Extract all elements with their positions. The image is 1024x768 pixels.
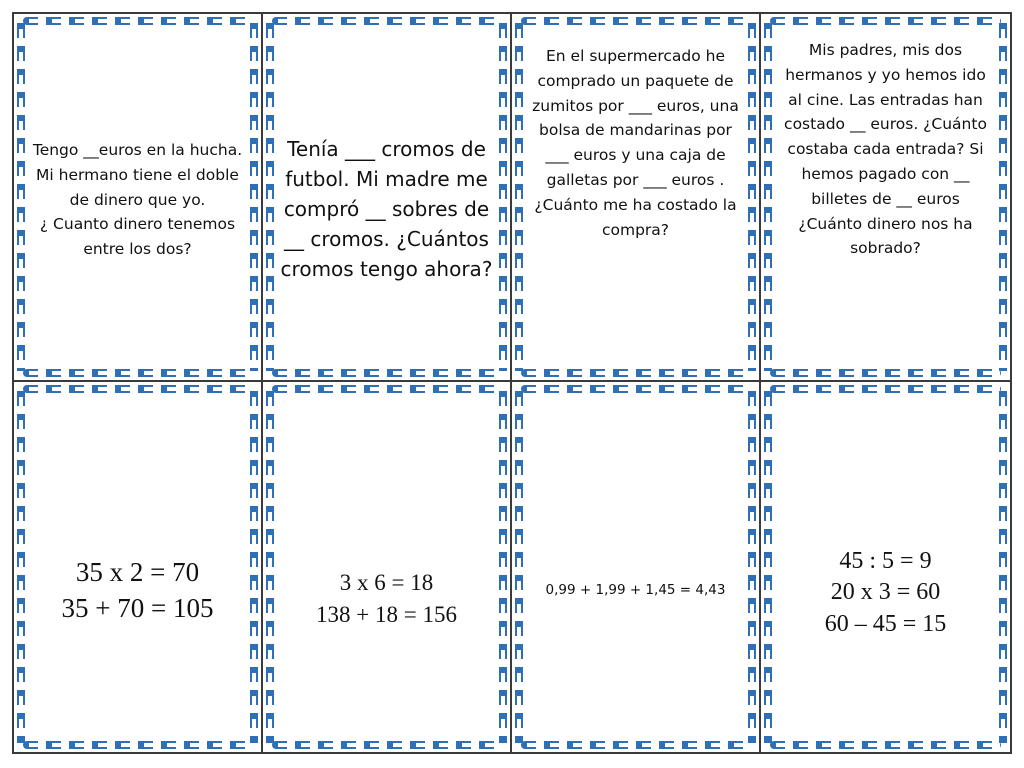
problem-card-1 xyxy=(14,14,263,382)
problem-text-3: En el supermercado he comprado un paquete de zumitos por ___ euros, una bolsa de mandarinas por ___ euros y una caja de galletas por ___ euros . ¿Cuánto me ha costado la compra? xyxy=(532,47,739,239)
problem-text-1: Tengo __euros en la hucha. Mi hermano tiene el doble de dinero que yo. ¿ Cuanto dinero tenemos entre los dos? xyxy=(32,141,243,259)
solution-text-4: 45 : 5 = 9 20 x 3 = 60 60 – 45 = 15 xyxy=(824,548,947,637)
problem-text-2: Tenía ___ cromos de futbol. Mi madre me compró __ sobres de __ cromos. ¿Cuántos cromos tengo ahora? xyxy=(280,137,493,281)
solution-card-3 xyxy=(512,382,761,752)
solution-card-2 xyxy=(263,382,512,752)
solution-text-2: 3 x 6 = 18 138 + 18 = 156 xyxy=(316,569,457,627)
solution-card-4 xyxy=(761,382,1010,752)
problem-text-4: Mis padres, mis dos hermanos y yo hemos ido al cine. Las entradas han costado __ euros. ¿Cuánto costaba cada entrada? Si hemos pagado con __ billetes de __ euros ¿Cuánto dinero nos ha sobrado? xyxy=(784,41,987,258)
problem-card-3 xyxy=(512,14,761,382)
problem-card-2 xyxy=(263,14,512,382)
solution-card-1 xyxy=(14,382,263,752)
solution-text-1: 35 x 2 = 70 35 + 70 = 105 xyxy=(61,556,214,623)
problem-card-4 xyxy=(761,14,1010,382)
card-grid xyxy=(12,12,1012,754)
solution-text-3: 0,99 + 1,99 + 1,45 = 4,43 xyxy=(545,581,726,598)
